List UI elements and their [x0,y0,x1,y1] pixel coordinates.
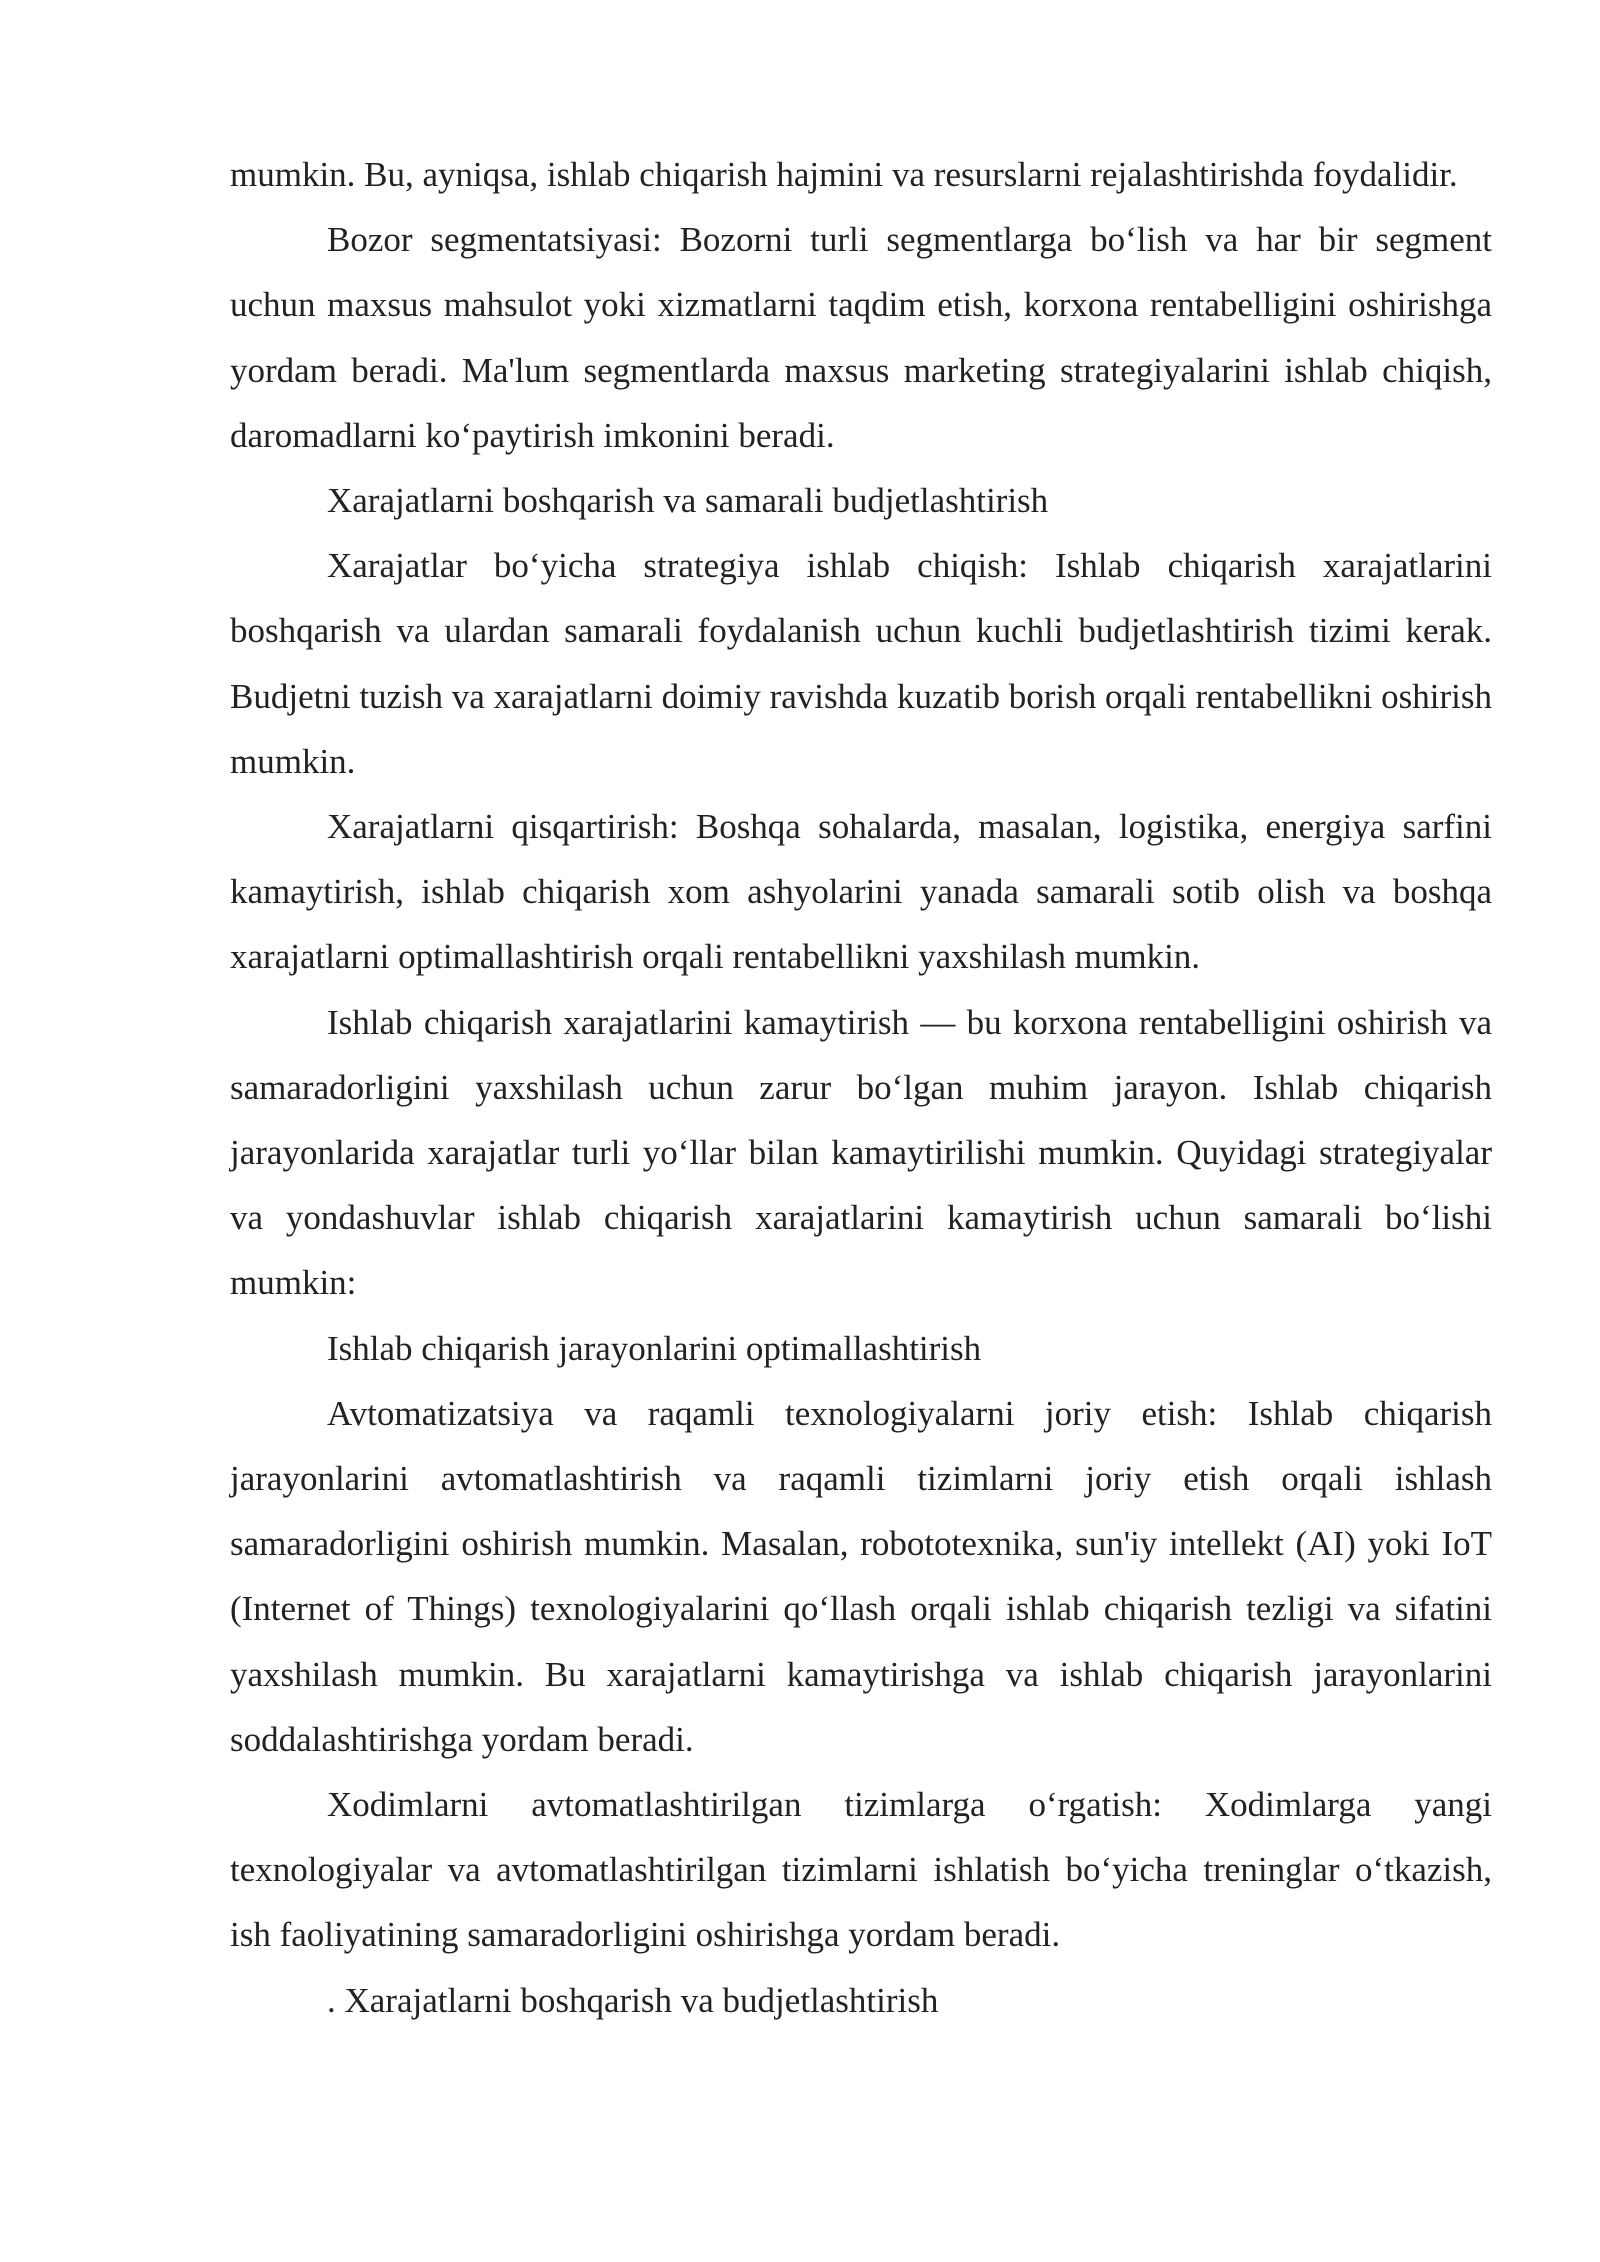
subheading-xarajatlarni-boshqarish: Xarajatlarni boshqarish va samarali budjetlashtirish [327,481,1049,521]
paragraph-xarajatlarni-qisqartirish: Xarajatlarni qisqartirish: Boshqa sohalarda, masalan, logistika, energiya sarfini kamaytirish, ishlab chiqarish xom ashyolarini yanada samarali sotib olish va boshqa xarajatlarni optimallashtirish orqali rentabellikni yaxshilash mumkin. [230,807,1492,977]
paragraph-avtomatizatsiya: Avtomatizatsiya va raqamli texnologiyalarni joriy etish: Ishlab chiqarish jarayonlarini avtomatlashtirish va raqamli tizimlarni joriy etish orqali ishlash samaradorligini oshirish mumkin. Masalan, robototexnika, sun'iy intellekt (AI) yoki IoT (Internet of Things) texnologiyalarini qo‘llash orqali ishlab chiqarish tezligi va sifatini yaxshilash mumkin. Bu xarajatlarni kamaytirishga va ishlab chiqarish jarayonlarini soddalashtirishga yordam beradi. [230,1393,1492,1759]
paragraph-xarajatlarni-kamaytirish: Ishlab chiqarish xarajatlarini kamaytirish — bu korxona rentabelligini oshirish va samaradorligini yaxshilash uchun zarur bo‘lgan muhim jarayon. Ishlab chiqarish jarayonlarida xarajatlar turli yo‘llar bilan kamaytirilishi mumkin. Quyidagi strategiyalar va yondashuvlar ishlab chiqarish xarajatlarini kamaytirish uchun samarali bo‘lishi mumkin: [230,1002,1492,1303]
subheading-boshqarish-budjetlashtirish: . Xarajatlarni boshqarish va budjetlashtirish [327,1980,939,2020]
paragraph-bozor-segmentatsiyasi: Bozor segmentatsiyasi: Bozorni turli segmentlarga bo‘lish va har bir segment uchun maxsus mahsulot yoki xizmatlarni taqdim etish, korxona rentabelligini oshirishga yordam beradi. Ma'lum segmentlarda maxsus marketing strategiyalarini ishlab chiqish, daromadlarni ko‘paytirish imkonini beradi. [230,220,1492,455]
paragraph-continuation: mumkin. Bu, ayniqsa, ishlab chiqarish hajmini va resurslarni rejalashtirishda foydalidir. [230,155,1458,194]
paragraph-xarajatlar-strategiya: Xarajatlar bo‘yicha strategiya ishlab chiqish: Ishlab chiqarish xarajatlarini boshqarish va ulardan samarali foydalanish uchun kuchli budjetlashtirish tizimi kerak. Budjetni tuzish va xarajatlarni doimiy ravishda kuzatib borish orqali rentabellikni oshirish mumkin. [230,546,1492,781]
document-body [230,142,1492,2033]
paragraph-xodimlarni-orgatish: Xodimlarni avtomatlashtirilgan tizimlarga o‘rgatish: Xodimlarga yangi texnologiyalar va avtomatlashtirilgan tizimlarni ishlatish bo‘yicha treninglar o‘tkazish, ish faoliyatining samaradorligini oshirishga yordam beradi. [230,1785,1492,1955]
subheading-jarayonlarni-optimallashtirish: Ishlab chiqarish jarayonlarini optimallashtirish [327,1328,982,1368]
